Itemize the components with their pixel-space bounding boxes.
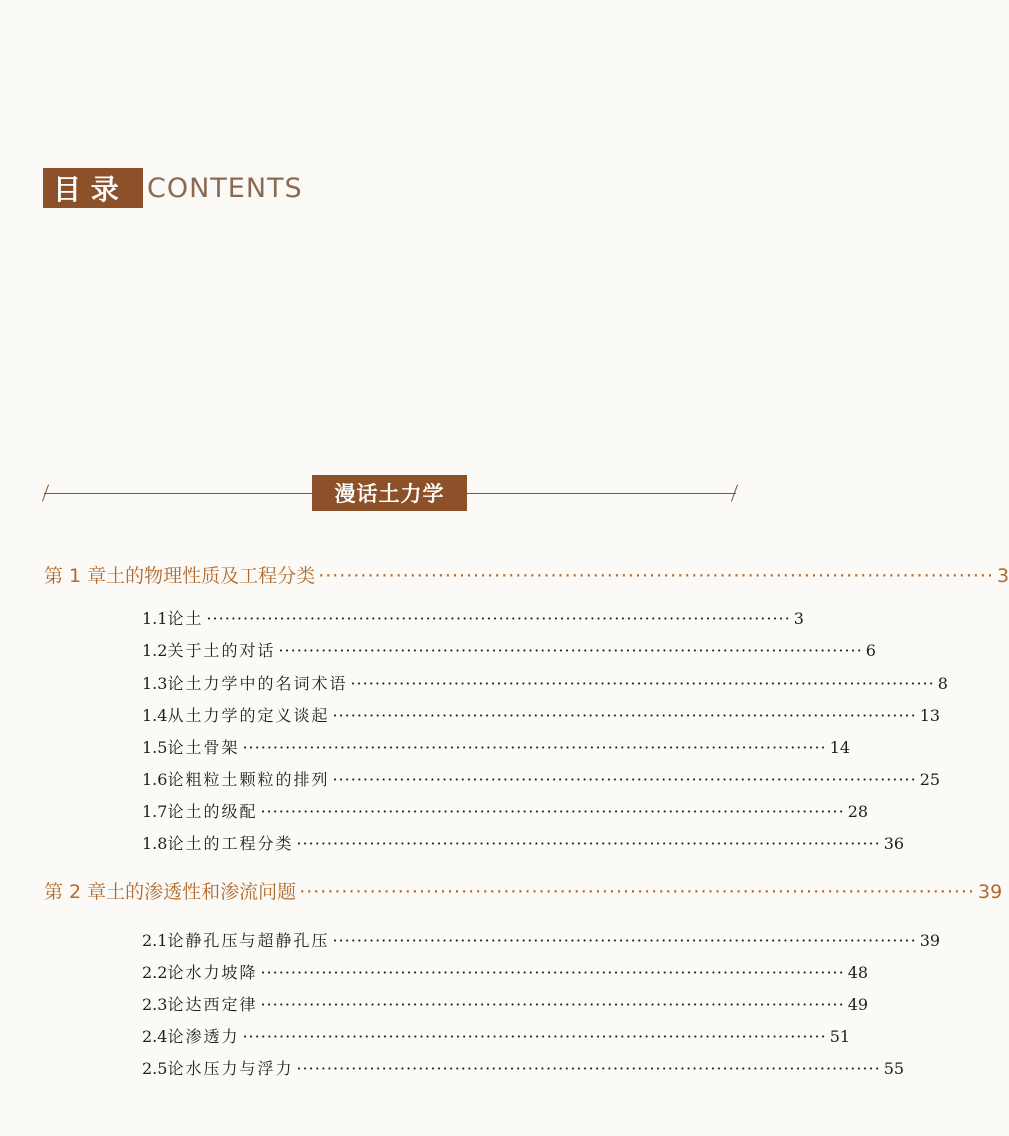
toc-entry[interactable]: [142, 992, 869, 1015]
toc-entry[interactable]: [142, 1056, 905, 1079]
dot-leader: ································································································: [299, 881, 975, 903]
toc-entry[interactable]: [142, 735, 851, 758]
section-number: 2.4: [142, 1027, 168, 1046]
dot-leader: ································································································: [318, 565, 994, 587]
section-page: 14: [829, 738, 851, 757]
section-page: 8: [937, 674, 948, 693]
chapter-title: 土的物理性质及工程分类: [106, 565, 316, 587]
dot-leader: ································································································: [242, 738, 827, 757]
chapter-page: 3: [996, 565, 1009, 587]
section-number: 1.6: [142, 770, 168, 789]
section-title: 论土骨架: [167, 738, 240, 757]
chapter-title: 土的渗透性和渗流问题: [106, 881, 297, 903]
dot-leader: ································································································: [260, 802, 845, 821]
section-title: 论渗透力: [167, 1027, 240, 1046]
part-banner: [40, 475, 740, 511]
section-number: 2.5: [142, 1059, 168, 1078]
dot-leader: ································································································: [296, 1059, 881, 1078]
section-number: 1.7: [142, 802, 168, 821]
part-title: 漫话土力学: [312, 475, 467, 511]
contents-title-en: CONTENTS: [147, 172, 303, 204]
contents-title: 目 录: [53, 173, 119, 206]
section-number: 2.2: [142, 963, 168, 982]
dot-leader: ································································································: [296, 834, 881, 853]
section-page: 55: [883, 1059, 905, 1078]
section-title: 从土力学的定义谈起: [167, 706, 330, 725]
section-page: 39: [919, 931, 941, 950]
section-title: 论水力坡降: [167, 963, 258, 982]
toc-entry[interactable]: [142, 606, 804, 629]
chapter-number: 第 2 章: [44, 881, 107, 903]
toc-entry[interactable]: [142, 960, 869, 983]
section-title: 论土: [167, 609, 204, 628]
dot-leader: ································································································: [350, 674, 935, 693]
section-title: 论静孔压与超静孔压: [167, 931, 330, 950]
dot-leader: ································································································: [260, 995, 845, 1014]
section-title: 论达西定律: [167, 995, 258, 1014]
dot-leader: ································································································: [332, 931, 917, 950]
toc-entry[interactable]: [142, 703, 941, 726]
section-title: 论水压力与浮力: [167, 1059, 294, 1078]
dot-leader: ································································································: [332, 706, 917, 725]
section-title: 论土的级配: [167, 802, 258, 821]
contents-header: [43, 168, 303, 208]
section-page: 6: [865, 641, 876, 660]
toc-entry[interactable]: [142, 671, 948, 694]
chapter-number: 第 1 章: [44, 565, 107, 587]
section-number: 1.4: [142, 706, 168, 725]
toc-entry[interactable]: [142, 638, 876, 661]
section-number: 1.8: [142, 834, 168, 853]
section-number: 2.3: [142, 995, 168, 1014]
section-page: 36: [883, 834, 905, 853]
section-title: 关于土的对话: [167, 641, 276, 660]
section-title: 论土力学中的名词术语: [167, 674, 348, 693]
section-title: 论土的工程分类: [167, 834, 294, 853]
section-page: 25: [919, 770, 941, 789]
toc-entry[interactable]: [142, 928, 941, 951]
toc-entry[interactable]: [142, 799, 869, 822]
section-page: 13: [919, 706, 941, 725]
section-page: 48: [847, 963, 869, 982]
section-number: 1.2: [142, 641, 168, 660]
section-number: 2.1: [142, 931, 168, 950]
dot-leader: ································································································: [206, 609, 791, 628]
dot-leader: ································································································: [242, 1027, 827, 1046]
section-title: 论粗粒土颗粒的排列: [167, 770, 330, 789]
dot-leader: ································································································: [278, 641, 863, 660]
section-page: 51: [829, 1027, 851, 1046]
dot-leader: ································································································: [260, 963, 845, 982]
toc-entry[interactable]: [142, 831, 905, 854]
section-number: 1.3: [142, 674, 168, 693]
section-page: 3: [793, 609, 804, 628]
toc-entry[interactable]: [142, 1024, 851, 1047]
toc-entry[interactable]: [142, 767, 941, 790]
section-page: 28: [847, 802, 869, 821]
toc-chapter[interactable]: [44, 877, 1003, 904]
section-number: 1.5: [142, 738, 168, 757]
contents-title-box: [43, 168, 143, 208]
toc-chapter[interactable]: [44, 561, 1009, 588]
dot-leader: ································································································: [332, 770, 917, 789]
section-page: 49: [847, 995, 869, 1014]
section-number: 1.1: [142, 609, 168, 628]
chapter-page: 39: [977, 881, 1003, 903]
